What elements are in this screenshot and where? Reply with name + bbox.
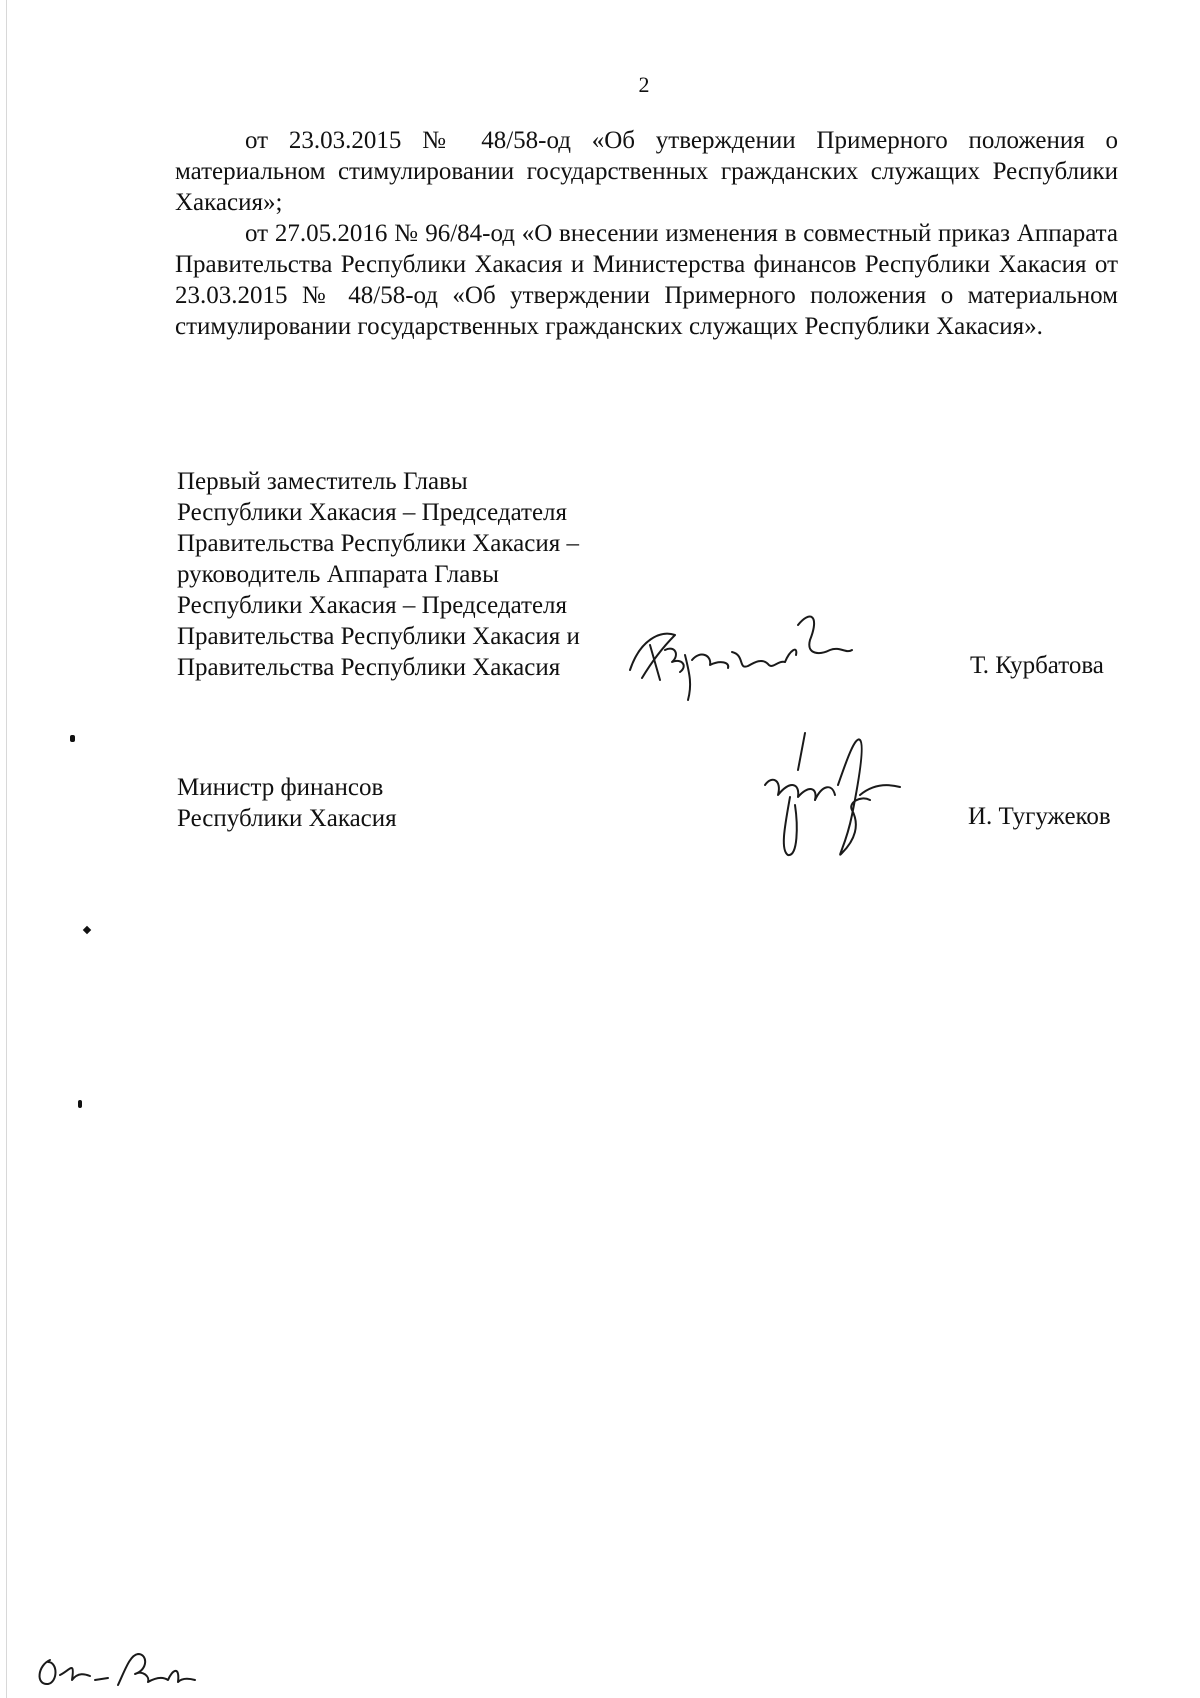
scan-margin-line: [6, 0, 7, 1698]
signatory-1-title: [177, 466, 580, 683]
signatory-1-title-line: руководитель Аппарата Главы: [177, 561, 499, 588]
signatory-1-title-line: Республики Хакасия – Председателя: [177, 499, 568, 526]
signatory-1-name: Т. Курбатова: [970, 652, 1104, 679]
scan-dot: [83, 926, 91, 934]
signatory-2-title: [177, 772, 397, 834]
signatory-1-title-line: Первый заместитель Главы: [177, 468, 468, 495]
signatory-2-title-line: Министр финансов: [177, 774, 384, 801]
signatory-2-name: И. Тугужеков: [968, 803, 1111, 830]
signatory-1-title-line: Правительства Республики Хакасия: [177, 654, 561, 681]
initials-mark: [30, 1640, 200, 1695]
paragraph-1: от 23.03.2015 № 48/58-од «Об утверждении Примерного положения о материальном стимулировании государственных гражданских служащих Республики Хакасия»;: [175, 127, 1118, 216]
paragraph-2: от 27.05.2016 № 96/84-од «О внесении изменения в совместный приказ Аппарата Правительства Республики Хакасия и Министерства финансов Республики Хакасия от 23.03.2015 № 48/58-од «Об утверждении Примерного положения о материальном стимулировании государственных гражданских служащих Республики Хакасия».: [175, 220, 1118, 340]
signatory-1-title-line: Республики Хакасия – Председателя: [177, 592, 568, 619]
scan-dot: [70, 735, 75, 742]
page-number: 2: [638, 72, 650, 97]
signatory-1-title-line: Правительства Республики Хакасия и: [177, 623, 580, 650]
document-body: [175, 125, 1118, 342]
signatory-1-title-line: Правительства Республики Хакасия –: [177, 530, 579, 557]
signatory-2-title-line: Республики Хакасия: [177, 805, 397, 832]
signature-kurbatova: [620, 600, 860, 710]
signature-tuguzhekov: [760, 725, 920, 865]
scan-dot: [78, 1100, 82, 1108]
